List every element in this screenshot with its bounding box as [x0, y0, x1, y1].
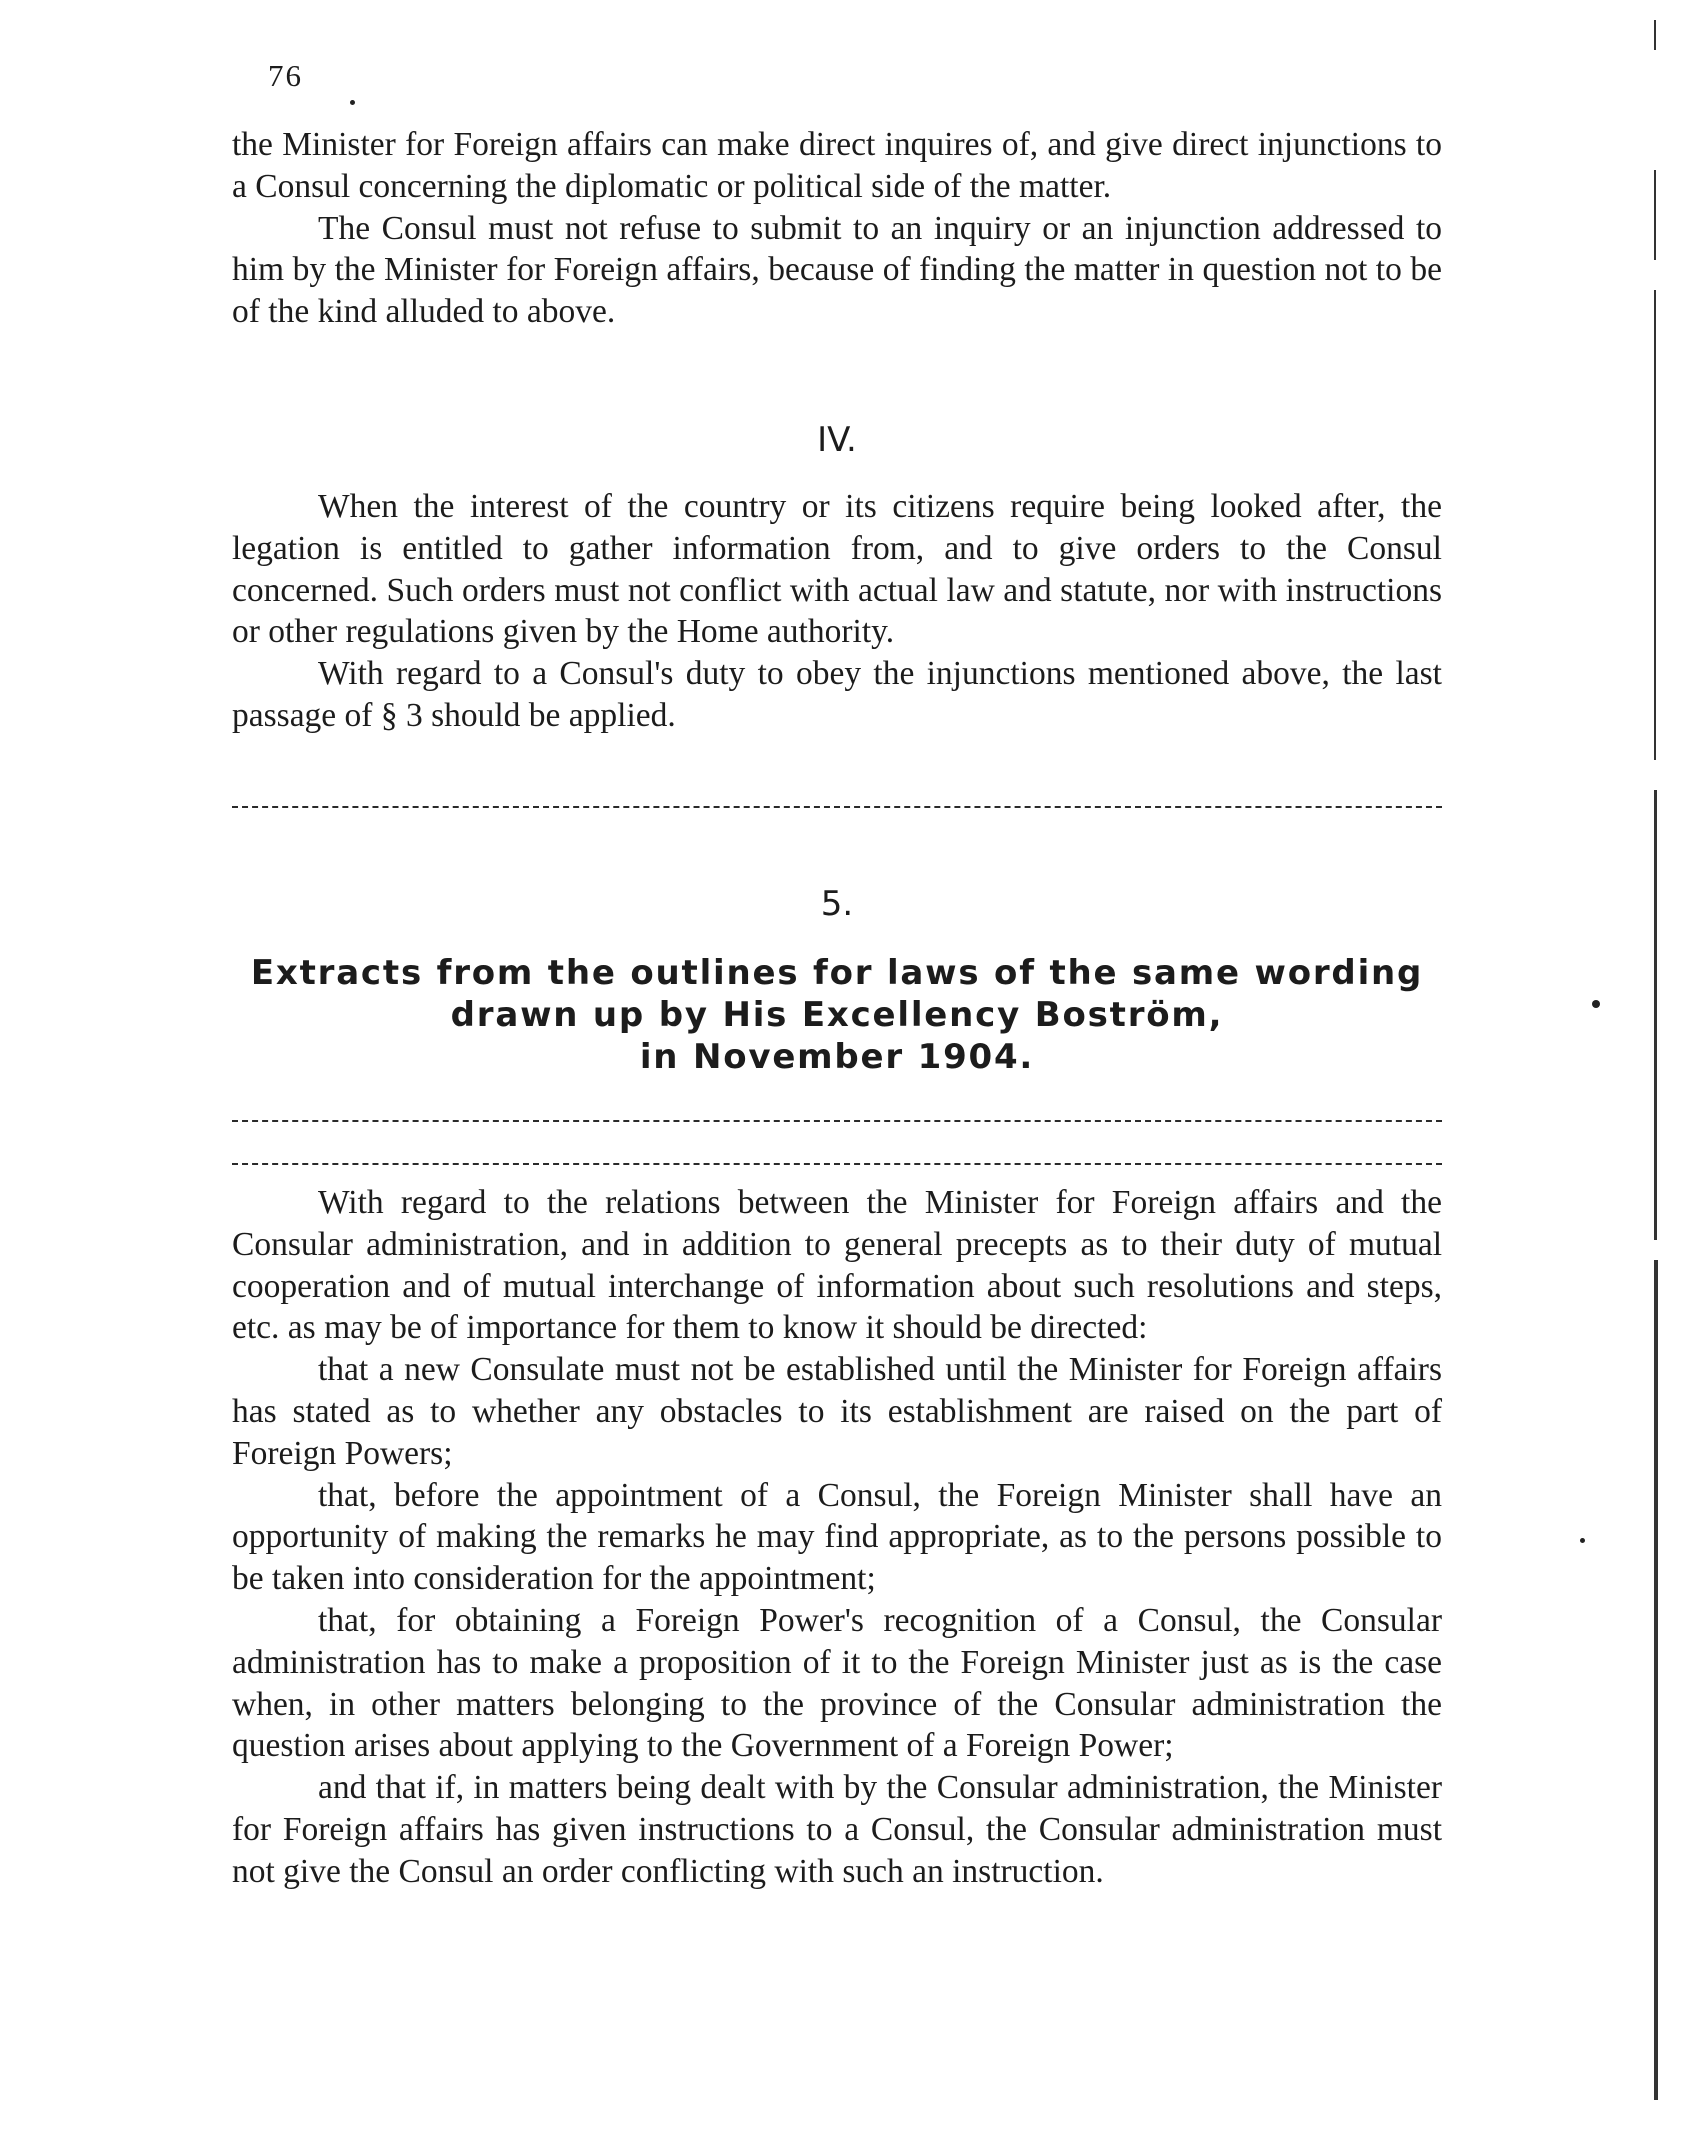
section-iv-body [232, 486, 1442, 737]
paragraph: that, for obtaining a Foreign Power's recognition of a Consul, the Consular administration has to make a proposition of it to the Foreign Minister just as is the case when, in other matters belonging to the province of the Consular administration the question arises about applying to the Government of a Foreign Power; [232, 1601, 1442, 1765]
section-5-number: 5. [820, 884, 854, 924]
paragraph: the Minister for Foreign affairs can make direct inquires of, and give direct injunctions to a Consul concerning the diplomatic or political side of the matter. [232, 126, 1442, 205]
section-iv-heading: IV. [817, 420, 857, 460]
paragraph: that a new Consulate must not be established until the Minister for Foreign affairs has stated as to whether any obstacles to its establishment are raised on the part of Foreign Powers; [232, 1351, 1442, 1472]
title-line: drawn up by His Excellency Boström, [450, 995, 1224, 1035]
paragraph: When the interest of the country or its citizens require being looked after, the legation is entitled to gather information from, and to give orders to the Consul concerned. Such orders must not conflict with actual law and statute, nor with instructions or other regulations given by the Home authority. [232, 488, 1442, 651]
ink-speck [350, 100, 355, 105]
dashed-separator [232, 1163, 1442, 1165]
title-line: Extracts from the outlines for laws of the same wording [250, 953, 1424, 993]
section-iii-continuation [232, 124, 1442, 333]
dashed-separator [232, 806, 1442, 808]
paragraph: With regard to a Consul's duty to obey the injunctions mentioned above, the last passage of § 3 should be applied. [232, 655, 1442, 734]
paragraph: and that if, in matters being dealt with by the Consular administration, the Minister for Foreign affairs has given instructions to a Consul, the Consular administration must not give the Consul an order conflicting with such an instruction. [232, 1769, 1442, 1890]
page-binding-edge [1652, 0, 1658, 2136]
ink-speck [1580, 1538, 1585, 1543]
ink-speck [1592, 1000, 1600, 1008]
paragraph: With regard to the relations between the Minister for Foreign affairs and the Consular administration, and in addition to general precepts as to their duty of mutual cooperation and of mutual interchange of information about such resolutions and steps, etc. as may be of importance for them to know it should be directed: [232, 1184, 1442, 1347]
section-5-body [232, 1182, 1442, 1893]
paragraph: that, before the appointment of a Consul, the Foreign Minister shall have an opportunity of making the remarks he may find appropriate, as to the persons possible to be taken into consideration for the appointment; [232, 1476, 1442, 1598]
paragraph: The Consul must not refuse to submit to an inquiry or an injunction addressed to him by the Minister for Foreign affairs, because of finding the matter in question not to be of the kind alluded to above. [232, 209, 1442, 331]
section-5-title [232, 952, 1442, 1078]
page-number: 76 [268, 58, 303, 93]
title-line: in November 1904. [639, 1037, 1035, 1077]
dashed-separator [232, 1120, 1442, 1122]
